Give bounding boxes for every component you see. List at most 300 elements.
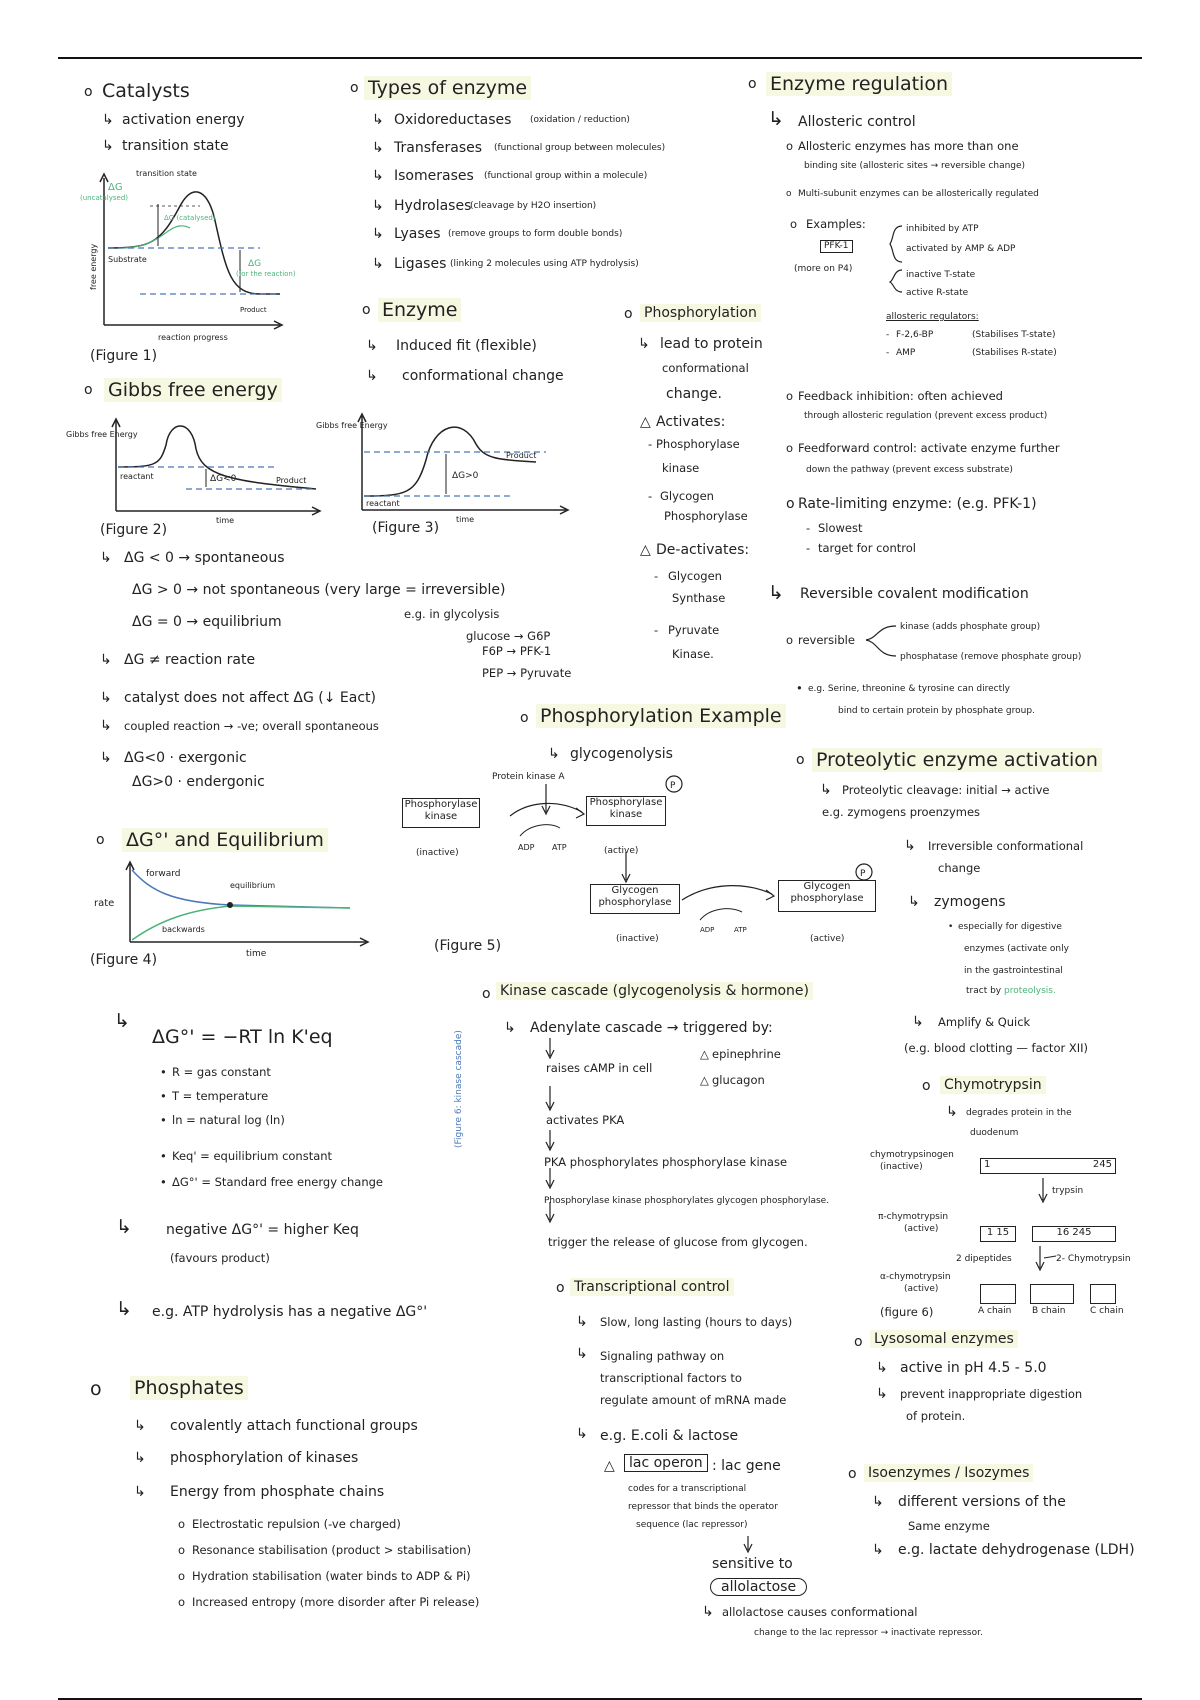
- x-axis-label: time: [216, 516, 235, 525]
- bullet: o: [90, 1378, 102, 1400]
- arrow-icon: ↳: [366, 338, 378, 354]
- feedback-line: Feedback inhibition: often achieved: [798, 389, 1003, 403]
- kinase-line: kinase (adds phosphate group): [900, 622, 1041, 632]
- gibbs-line: coupled reaction → -ve; overall spontaneous: [124, 719, 379, 733]
- segment-label: 16 245: [1056, 1227, 1092, 1238]
- bullet: o: [178, 1543, 186, 1557]
- backwards-label: backwards: [162, 925, 205, 934]
- glycolysis-row: PEP → Pyruvate: [482, 666, 572, 680]
- lysosomal-item: prevent inappropriate digestion: [900, 1387, 1083, 1401]
- zymogen-line: in the gastrointestinal: [964, 966, 1063, 976]
- forward-label: forward: [146, 869, 181, 879]
- variable-line: Keq' = equilibrium constant: [172, 1149, 333, 1163]
- y-axis-label: free energy: [89, 243, 98, 290]
- arrow-icon: ↳: [372, 198, 384, 214]
- adp-label: ADP: [518, 843, 535, 852]
- type-note: (cleavage by H2O insertion): [470, 201, 597, 211]
- product-label: Product: [240, 306, 267, 314]
- arrow-icon: ↳: [372, 168, 384, 184]
- dot: •: [160, 1089, 167, 1103]
- regulation-heading: Enzyme regulation: [766, 72, 952, 96]
- chain-label: C chain: [1090, 1306, 1124, 1316]
- dash: -: [648, 489, 653, 503]
- arrow-icon: ↳: [638, 336, 650, 352]
- dg-label: ΔG>0: [452, 471, 479, 481]
- state-item: inactive T-state: [906, 270, 976, 280]
- adp-label: ADP: [700, 926, 715, 934]
- dipeptides-label: 2 dipeptides: [956, 1254, 1012, 1264]
- glycolysis-title: e.g. in glycolysis: [404, 607, 500, 621]
- regulator-note: (Stabilises R-state): [972, 348, 1057, 358]
- transcription-line: Slow, long lasting (hours to days): [600, 1315, 793, 1329]
- state-label: (inactive): [416, 848, 459, 858]
- triangle: △: [640, 414, 651, 430]
- regulation-line: binding site (allosteric sites → reversible change): [804, 161, 1026, 171]
- dg-reaction-label: ΔG: [248, 259, 262, 269]
- trigger-item: epinephrine: [712, 1047, 781, 1061]
- box-label: Phosphorylase kinase: [404, 799, 478, 822]
- arrow-icon: ↳: [872, 1542, 884, 1558]
- bullet: o: [786, 496, 795, 512]
- arrow-icon: ↳: [768, 108, 784, 130]
- enzyme-heading: Enzyme: [378, 298, 461, 322]
- sensitive-line: sensitive to: [712, 1556, 793, 1572]
- product-label: Product: [276, 476, 307, 485]
- box-label: Glycogen phosphorylase: [790, 881, 864, 904]
- bullet: o: [350, 80, 359, 96]
- figure-4-rate-diagram: [90, 860, 380, 960]
- bullet: o: [848, 1466, 857, 1482]
- pka-label: Protein kinase A: [492, 772, 565, 782]
- cascade-step: activates PKA: [546, 1113, 625, 1127]
- arrow-icon: ↳: [372, 140, 384, 156]
- lysosomal-item: active in pH 4.5 - 5.0: [900, 1360, 1047, 1376]
- dash: -: [654, 569, 659, 583]
- irreversible-line: change: [938, 861, 981, 875]
- figure-3-label: (Figure 3): [372, 520, 440, 536]
- bullet: o: [748, 76, 757, 92]
- chymotrypsin2-label: 2- Chymotrypsin: [1056, 1254, 1131, 1264]
- catalysed-label: ΔG (catalysed): [164, 214, 216, 222]
- trypsin-arrow: [1036, 1176, 1050, 1206]
- figure-6-side-label: (Figure 6: kinase cascade): [454, 1030, 464, 1148]
- bullet: o: [178, 1569, 186, 1583]
- feedback-line: through allosteric regulation (prevent excess product): [804, 411, 1048, 421]
- amplify-line: Amplify & Quick: [938, 1015, 1031, 1029]
- inactive-label: (inactive): [880, 1162, 923, 1172]
- zymogens-label: zymogens: [934, 894, 1006, 910]
- lac-line: codes for a transcriptional: [628, 1484, 747, 1494]
- dot: •: [160, 1175, 167, 1189]
- lead-line: conformational: [662, 361, 749, 375]
- deactivates-item: Synthase: [672, 591, 726, 605]
- arrow-icon: ↳: [872, 1494, 884, 1510]
- cleavage-line: Proteolytic cleavage: initial → active: [842, 783, 1050, 797]
- arrow-icon: ↳: [114, 1010, 130, 1032]
- arrow-icon: ↳: [366, 368, 378, 384]
- lac-line: repressor that binds the operator: [628, 1502, 778, 1512]
- bullet: o: [84, 84, 93, 100]
- triangle: △: [700, 1073, 709, 1087]
- bullet: o: [556, 1280, 565, 1296]
- substrate-label: Substrate: [108, 255, 147, 264]
- dg-label: ΔG: [108, 182, 123, 193]
- bullet: o: [178, 1595, 186, 1609]
- bullet: o: [84, 382, 93, 398]
- isoenzymes-item: Same enzyme: [908, 1519, 990, 1533]
- bullet: o: [922, 1078, 931, 1094]
- lead-line: lead to protein: [660, 336, 763, 352]
- final-line: allolactose causes conformational: [722, 1605, 918, 1619]
- reactant-label: reactant: [366, 499, 400, 508]
- type-note: (functional group between molecules): [494, 143, 666, 153]
- active-label: (active): [904, 1224, 939, 1234]
- deactivates-item: Kinase.: [672, 647, 714, 661]
- c-chain-box: [1090, 1284, 1116, 1304]
- dot: •: [160, 1113, 167, 1127]
- pfk-item: activated by AMP & ADP: [906, 244, 1016, 254]
- uncatalysed-label: (uncatalysed): [80, 194, 128, 202]
- deactivates-item: Pyruvate: [668, 623, 720, 637]
- arrow-icon: ↳: [576, 1314, 588, 1330]
- chymotrypsin-line: duodenum: [970, 1128, 1019, 1138]
- dipeptide-arrows: [1020, 1244, 1060, 1274]
- arrow-icon: ↳: [372, 112, 384, 128]
- residue-start: 1: [984, 1159, 991, 1170]
- dash: -: [648, 437, 653, 451]
- tract-line: [966, 986, 1056, 997]
- rate-item: Slowest: [818, 521, 863, 535]
- triangle: △: [640, 542, 651, 558]
- glycolysis-row: glucose → G6P: [466, 629, 551, 643]
- arrow-icon: ↳: [876, 1360, 888, 1376]
- gibbs-line: ΔG>0 · endergonic: [132, 774, 265, 790]
- pi-segment-b: [1032, 1226, 1116, 1242]
- catalysts-item: transition state: [122, 138, 229, 154]
- triangle: △: [604, 1458, 615, 1474]
- a-chain-box: [980, 1284, 1016, 1304]
- final-line: change to the lac repressor → inactivate repressor.: [754, 1628, 983, 1638]
- ecoli-line: e.g. E.coli & lactose: [600, 1428, 739, 1444]
- arrow-icon: ↳: [100, 550, 112, 566]
- phosphates-heading: Phosphates: [130, 1376, 248, 1400]
- pfk-item: inhibited by ATP: [906, 224, 979, 234]
- alpha-chymotrypsin-label: α-chymotrypsin: [880, 1272, 951, 1282]
- p-marker: P: [860, 869, 866, 879]
- lac-arrow: [742, 1534, 754, 1554]
- reversible-label: reversible: [798, 633, 855, 647]
- type-name: Oxidoreductases: [394, 112, 512, 128]
- chain-label: A chain: [978, 1306, 1012, 1316]
- figure-4-label: (Figure 4): [90, 952, 158, 968]
- figure-1-energy-diagram: [80, 170, 330, 350]
- phosphates-item: phosphorylation of kinases: [170, 1450, 359, 1466]
- y-axis-label: Gibbs free Energy: [66, 430, 138, 439]
- dash: -: [654, 623, 659, 637]
- trypsin-label: trypsin: [1052, 1186, 1084, 1196]
- chain-label: B chain: [1032, 1306, 1066, 1316]
- negative-line: negative ΔG°' = higher Keq: [166, 1222, 359, 1238]
- gibbs-line: ΔG > 0 → not spontaneous (very large = irreversible): [132, 582, 506, 598]
- top-rule: [58, 57, 1142, 59]
- figure-3-diagram: [316, 410, 586, 525]
- variable-line: T = temperature: [172, 1089, 269, 1103]
- equilibrium-heading: ΔG°' and Equilibrium: [122, 828, 328, 852]
- glycogenolysis-label: glycogenolysis: [570, 746, 673, 762]
- gibbs-line: catalyst does not affect ΔG (↓ Eact): [124, 690, 377, 706]
- arrow-icon: ↳: [134, 1450, 146, 1466]
- bullet: o: [786, 441, 794, 455]
- activates-item: Phosphorylase: [656, 437, 740, 451]
- figure-5-arrows: [400, 770, 880, 950]
- arrow-icon: ↳: [134, 1418, 146, 1434]
- atp-label: ATP: [734, 926, 747, 934]
- reactant-label: reactant: [120, 472, 154, 481]
- transcription-line: transcriptional factors to: [600, 1371, 742, 1385]
- pfk-box: PFK-1: [820, 240, 853, 253]
- arrow-icon: ↳: [504, 1020, 516, 1036]
- active-label: (active): [904, 1284, 939, 1294]
- more-note: (more on P4): [794, 264, 853, 274]
- rate-limiting-line: Rate-limiting enzyme: (e.g. PFK-1): [798, 496, 1037, 512]
- phosphorylation-heading: Phosphorylation: [640, 304, 761, 322]
- arrow-icon: ↳: [702, 1604, 714, 1620]
- lysosomal-item: of protein.: [906, 1409, 966, 1423]
- type-name: Transferases: [394, 140, 483, 156]
- regulator-note: (Stabilises T-state): [972, 330, 1056, 340]
- gibbs-line: ΔG ≠ reaction rate: [124, 652, 256, 668]
- rate-item: target for control: [818, 541, 916, 555]
- bullet: o: [786, 139, 794, 153]
- bullet: o: [362, 302, 371, 318]
- proteolytic-heading: Proteolytic enzyme activation: [812, 748, 1102, 772]
- lead-line: change.: [666, 386, 722, 402]
- arrow-icon: ↳: [548, 746, 560, 762]
- dash: -: [806, 541, 811, 555]
- type-note: (linking 2 molecules using ATP hydrolysis): [450, 259, 639, 269]
- type-name: Hydrolases: [394, 198, 472, 214]
- arrow-icon: ↳: [820, 782, 832, 798]
- bullet: o: [786, 389, 794, 403]
- bullet: o: [178, 1517, 186, 1531]
- equilibrium-label: equilibrium: [230, 881, 276, 890]
- tract-text: tract by: [966, 986, 1004, 996]
- irreversible-line: Irreversible conformational: [928, 839, 1084, 853]
- arrow-icon: ↳: [134, 1484, 146, 1500]
- arrow-icon: ↳: [100, 652, 112, 668]
- cascade-step: Phosphorylase kinase phosphorylates glycogen phosphorylase.: [544, 1196, 830, 1206]
- gibbs-line: ΔG<0 · exergonic: [124, 750, 247, 766]
- x-axis-label: time: [246, 949, 267, 959]
- allolactose-oval: allolactose: [710, 1578, 807, 1596]
- box-label: Phosphorylase kinase: [589, 797, 663, 820]
- pi-segment-a: [980, 1226, 1016, 1242]
- covalent-heading: Reversible covalent modification: [800, 586, 1029, 602]
- feedforward-line: Feedforward control: activate enzyme further: [798, 441, 1060, 455]
- activates-item: Glycogen: [660, 489, 714, 503]
- proteolysis-text: proteolysis.: [1003, 986, 1056, 996]
- variable-line: ln = natural log (ln): [172, 1113, 285, 1127]
- phos-example-heading: Phosphorylation Example: [536, 704, 786, 728]
- chymotrypsin-heading: Chymotrypsin: [940, 1076, 1046, 1094]
- bullet: o: [796, 752, 805, 768]
- arrow-icon: ↳: [946, 1104, 958, 1120]
- deactivates-heading: De-activates:: [656, 542, 750, 558]
- regulation-line: Allosteric enzymes has more than one: [798, 139, 1019, 153]
- bullet: o: [786, 633, 794, 647]
- arrow-icon: ↳: [576, 1426, 588, 1442]
- phosphatase-line: phosphatase (remove phosphate group): [900, 652, 1082, 662]
- enzyme-item: Induced fit (flexible): [396, 338, 537, 354]
- transcription-line: regulate amount of mRNA made: [600, 1393, 787, 1407]
- product-label: Product: [506, 451, 537, 460]
- type-note: (functional group within a molecule): [484, 171, 648, 181]
- bullet: o: [520, 710, 529, 726]
- feedforward-line: down the pathway (prevent excess substrate): [806, 465, 1013, 475]
- p-marker: P: [670, 781, 676, 791]
- reversible-brace: [860, 618, 900, 664]
- types-heading: Types of enzyme: [364, 76, 531, 100]
- for-reaction-label: (for the reaction): [236, 270, 296, 278]
- gibbs-heading: Gibbs free energy: [104, 378, 282, 402]
- activates-item: kinase: [662, 461, 700, 475]
- bullet: o: [482, 986, 491, 1002]
- arrow-icon: ↳: [100, 718, 112, 734]
- arrow-icon: ↳: [908, 894, 920, 910]
- arrow-icon: ↳: [912, 1014, 924, 1030]
- y-axis-label: rate: [94, 898, 115, 909]
- figure-6-label: (figure 6): [880, 1305, 934, 1319]
- arrow-icon: ↳: [576, 1346, 588, 1362]
- isoenzymes-item: different versions of the: [898, 1494, 1066, 1510]
- catalysts-item: activation energy: [122, 112, 245, 128]
- transcriptional-heading: Transcriptional control: [570, 1278, 734, 1296]
- bullet: o: [624, 306, 633, 322]
- phosphates-item: Energy from phosphate chains: [170, 1484, 385, 1500]
- covalent-eg: e.g. Serine, threonine & tyrosine can directly: [808, 684, 1010, 694]
- dash: -: [886, 348, 890, 358]
- dot: •: [796, 681, 803, 695]
- variable-line: R = gas constant: [172, 1065, 271, 1079]
- regulator-name: F-2,6-BP: [896, 330, 934, 340]
- arrow-icon: ↳: [372, 226, 384, 242]
- activates-heading: Activates:: [656, 414, 726, 430]
- deactivates-item: Glycogen: [668, 569, 722, 583]
- transcription-line: Signaling pathway on: [600, 1349, 725, 1363]
- examples-heading: Examples:: [806, 217, 866, 231]
- allosteric-heading: Allosteric control: [798, 114, 916, 130]
- lac-operon-box: lac operon: [624, 1454, 708, 1472]
- chymotrypsin-line: degrades protein in the: [966, 1108, 1072, 1118]
- regulator-name: AMP: [896, 348, 916, 358]
- figure-5-label: (Figure 5): [434, 938, 502, 954]
- isoenzymes-item: e.g. lactate dehydrogenase (LDH): [898, 1542, 1135, 1558]
- arrow-icon: ↳: [102, 112, 114, 128]
- eg-line: e.g. zymogens proenzymes: [822, 805, 981, 819]
- type-name: Isomerases: [394, 168, 474, 184]
- state-item: active R-state: [906, 288, 969, 298]
- cascade-step: trigger the release of glucose from glycogen.: [548, 1235, 808, 1249]
- gibbs-line: ΔG < 0 → spontaneous: [124, 550, 285, 566]
- cascade-step: raises cAMP in cell: [546, 1061, 653, 1075]
- bullet: o: [790, 217, 798, 231]
- atp-label: ATP: [552, 843, 567, 852]
- lysosomal-heading: Lysosomal enzymes: [870, 1330, 1018, 1348]
- regulation-line: Multi-subunit enzymes can be allosterically regulated: [798, 189, 1039, 199]
- dash: -: [806, 521, 811, 535]
- arrow-icon: ↳: [116, 1298, 132, 1320]
- state-label: (active): [810, 934, 845, 944]
- state-label: (active): [604, 846, 639, 856]
- x-axis-label: time: [456, 515, 475, 524]
- arrow-icon: ↳: [372, 256, 384, 272]
- activates-item: Phosphorylase: [664, 509, 748, 523]
- b-chain-box: [1030, 1284, 1074, 1304]
- covalent-eg: bind to certain protein by phosphate group.: [838, 706, 1035, 716]
- type-note: (oxidation / reduction): [530, 115, 630, 125]
- transition-state-label: transition state: [136, 169, 197, 178]
- box-label: Glycogen phosphorylase: [598, 885, 672, 908]
- enzyme-item: conformational change: [402, 368, 564, 384]
- arrow-icon: ↳: [116, 1216, 132, 1238]
- lac-gene-line: : lac gene: [712, 1458, 781, 1474]
- adenylate-line: Adenylate cascade → triggered by:: [530, 1020, 773, 1036]
- arrow-icon: ↳: [100, 750, 112, 766]
- dash: -: [886, 330, 890, 340]
- arrow-icon: ↳: [100, 690, 112, 706]
- type-note: (remove groups to form double bonds): [448, 229, 623, 239]
- isoenzymes-heading: Isoenzymes / Isozymes: [864, 1464, 1033, 1482]
- arrow-icon: ↳: [876, 1386, 888, 1402]
- type-name: Ligases: [394, 256, 447, 272]
- chymotrypsinogen-bar: [980, 1158, 1116, 1174]
- dot: •: [948, 922, 954, 932]
- regulators-heading: allosteric regulators:: [886, 312, 979, 322]
- figure-1-label: (Figure 1): [90, 348, 158, 364]
- pi-chymotrypsin-label: π-chymotrypsin: [878, 1212, 949, 1222]
- phosphates-sub: Electrostatic repulsion (-ve charged): [192, 1517, 401, 1531]
- figure-2-label: (Figure 2): [100, 522, 168, 538]
- triangle: △: [700, 1047, 709, 1061]
- state-label: (inactive): [616, 934, 659, 944]
- zymogen-line: especially for digestive: [958, 922, 1062, 932]
- arrow-icon: ↳: [768, 582, 784, 604]
- dot: •: [160, 1065, 167, 1079]
- glycolysis-row: F6P → PFK-1: [482, 644, 552, 658]
- dot: •: [160, 1149, 167, 1163]
- phosphates-sub: Resonance stabilisation (product > stabilisation): [192, 1543, 472, 1557]
- amplify-eg: (e.g. blood clotting — factor XII): [904, 1041, 1089, 1055]
- phosphates-item: covalently attach functional groups: [170, 1418, 418, 1434]
- phosphates-sub: Hydration stabilisation (water binds to ADP & Pi): [192, 1569, 471, 1583]
- trigger-item: glucagon: [712, 1073, 765, 1087]
- bullet: o: [854, 1334, 863, 1350]
- catalysts-heading: Catalysts: [102, 80, 190, 102]
- equilibrium-equation: ΔG°' = −RT ln K'eq: [152, 1026, 333, 1048]
- favours-line: (favours product): [170, 1251, 270, 1265]
- type-name: Lyases: [394, 226, 441, 242]
- cascade-step: PKA phosphorylates phosphorylase kinase: [544, 1155, 788, 1169]
- chymotrypsinogen-label: chymotrypsinogen: [870, 1150, 954, 1160]
- figure-2-diagram: [66, 415, 336, 525]
- lac-line: sequence (lac repressor): [636, 1520, 748, 1530]
- variable-line: ΔG°' = Standard free energy change: [172, 1175, 383, 1189]
- residue-end: 245: [1092, 1159, 1112, 1170]
- bullet: o: [786, 189, 792, 199]
- example-line: e.g. ATP hydrolysis has a negative ΔG°': [152, 1304, 428, 1320]
- segment-label: 1 15: [986, 1227, 1010, 1238]
- arrow-icon: ↳: [102, 138, 114, 154]
